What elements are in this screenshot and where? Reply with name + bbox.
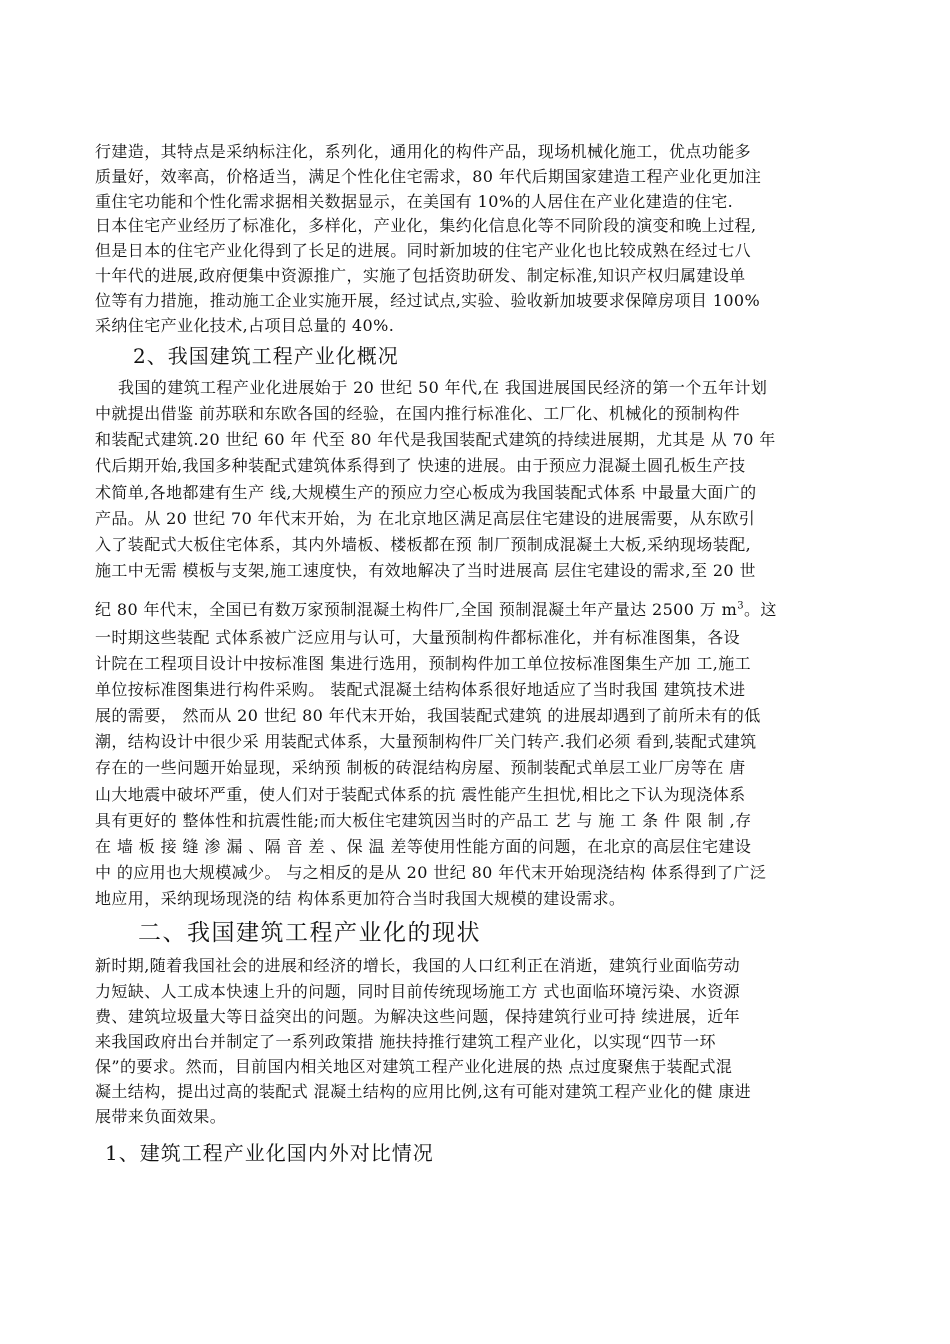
paragraph-line: 来我国政府出台并制定了一系列政策措 施扶持推行建筑工程产业化，以实现“四节一环 [95,1032,716,1051]
paragraph-line: 力短缺、人工成本快速上升的问题，同时目前传统现场施工方 式也面临环境污染、水资源 [95,982,741,1001]
paragraph-line: 展带来负面效果。 [95,1107,227,1126]
paragraph-line: 施工中无需 模板与支架,施工速度快，有效地解决了当时进展高 层住宅建设的需求,至 20 世 [95,561,756,580]
paragraph-line: 中就提出借鉴 前苏联和东欧各国的经验，在国内推行标准化、工厂化、机械化的预制构件 [95,404,741,423]
chapter-heading: 二、我国建筑工程产业化的现状 [138,920,481,946]
paragraph-line: 日本住宅产业经历了标准化，多样化，产业化，集约化信息化等不同阶段的演变和晚上过程, [95,216,757,235]
line-tail: 。这 [744,600,777,619]
paragraph-line [95,599,865,621]
paragraph-line: 一时期这些装配 式体系被广泛应用与认可，大量预制构件都标准化，并有标准图集，各设 [95,628,741,647]
paragraph-line: 中 的应用也大规模减少。 与之相反的是从 20 世纪 80 年代末开始现浇结构 体系得到了广泛 [95,863,767,882]
paragraph-line: 采纳住宅产业化技术,占项目总量的 40%. [95,316,395,335]
paragraph-line: 在 墙 板 接 缝 渗 漏 、隔 音 差 、保 温 差等使用性能方面的问题，在北京的高层住宅建设 [95,837,752,856]
paragraph-line: 入了装配式大板住宅体系，其内外墙板、楼板都在预 制厂预制成混凝土大板,采纳现场装配, [95,535,752,554]
paragraph-line: 保”的要求。然而，目前国内相关地区对建筑工程产业化进展的热 点过度聚焦于装配式混 [95,1057,733,1076]
paragraph-line: 代后期开始,我国多种装配式建筑体系得到了 快速的进展。由于预应力混凝土圆孔板生产技 [95,456,746,475]
paragraph-line: 质量好，效率高，价格适当，满足个性化住宅需求，80 年代后期国家建造工程产业化更加注 [95,167,762,186]
paragraph-line: 但是日本的住宅产业化得到了长足的进展。同时新加坡的住宅产业化也比较成熟在经过七八 [95,241,752,260]
paragraph-line: 展的需要， 然而从 20 世纪 80 年代末开始，我国装配式建筑 的进展却遇到了前所未有的低 [95,706,761,725]
paragraph-line: 潮，结构设计中很少采 用装配式体系，大量预制构件厂关门转产.我们必须 看到,装配式建筑 [95,732,757,751]
line-text: 纪 80 年代末，全国已有数万家预制混凝土构件厂,全国 预制混凝土年产量达 2500 万 m [95,600,738,619]
paragraph-line: 位等有力措施，推动施工企业实施开展，经过试点,实验、验收新加坡要求保障房项目 100% [95,291,761,310]
paragraph-line: 行建造，其特点是采纳标注化，系列化，通用化的构件产品，现场机械化施工，优点功能多 [95,142,752,161]
paragraph-line: 重住宅功能和个性化需求据相关数据显示，在美国有 10%的人居住在产业化建造的住宅. [95,192,734,211]
paragraph-line: 凝土结构，提出过高的装配式 混凝土结构的应用比例,这有可能对建筑工程产业化的健 康进 [95,1082,752,1101]
superscript: 3 [737,600,745,612]
paragraph-line: 我国的建筑工程产业化进展始于 20 世纪 50 年代,在 我国进展国民经济的第一个五年计划 [118,378,768,397]
paragraph-line: 产品。从 20 世纪 70 年代末开始，为 在北京地区满足高层住宅建设的进展需要，从东欧引 [95,509,756,528]
paragraph-line: 单位按标准图集进行构件采购。 装配式混凝土结构体系很好地适应了当时我国 建筑技术进 [95,680,746,699]
paragraph-line: 存在的一些问题开始显现，采纳预 制板的砖混结构房屋、预制装配式单层工业厂房等在 唐 [95,758,746,777]
paragraph-line: 费、建筑垃圾量大等日益突出的问题。为解决这些问题，保持建筑行业可持 续进展，近年 [95,1007,741,1026]
paragraph-line: 新时期,随着我国社会的进展和经济的增长，我国的人口红利正在消逝，建筑行业面临劳动 [95,956,741,975]
paragraph-line: 具有更好的 整体性和抗震性能;而大板住宅建筑因当时的产品工 艺 与 施 工 条 件 限 制 ,存 [95,811,752,830]
section-heading: 2、我国建筑工程产业化概况 [133,344,399,368]
paragraph-line: 计院在工程项目设计中按标准图 集进行选用，预制构件加工单位按标准图集生产加 工,施工 [95,654,752,673]
paragraph-line: 术简单,各地都建有生产 线,大规模生产的预应力空心板成为我国装配式体系 中最量大面广的 [95,483,757,502]
paragraph-line: 地应用，采纳现场现浇的结 构体系更加符合当时我国大规模的建设需求。 [95,889,626,908]
paragraph-line: 山大地震中破坏严重，使人们对于装配式体系的抗 震性能产生担忧,相比之下认为现浇体系 [95,785,746,804]
paragraph-line: 和装配式建筑.20 世纪 60 年 代至 80 年代是我国装配式建筑的持续进展期，尤其是 从 70 年 [95,430,776,449]
paragraph-line: 十年代的进展,政府便集中资源推广，实施了包括资助研发、制定标准,知识产权归属建设单 [95,266,746,285]
section-heading: 1、建筑工程产业化国内外对比情况 [105,1141,434,1165]
